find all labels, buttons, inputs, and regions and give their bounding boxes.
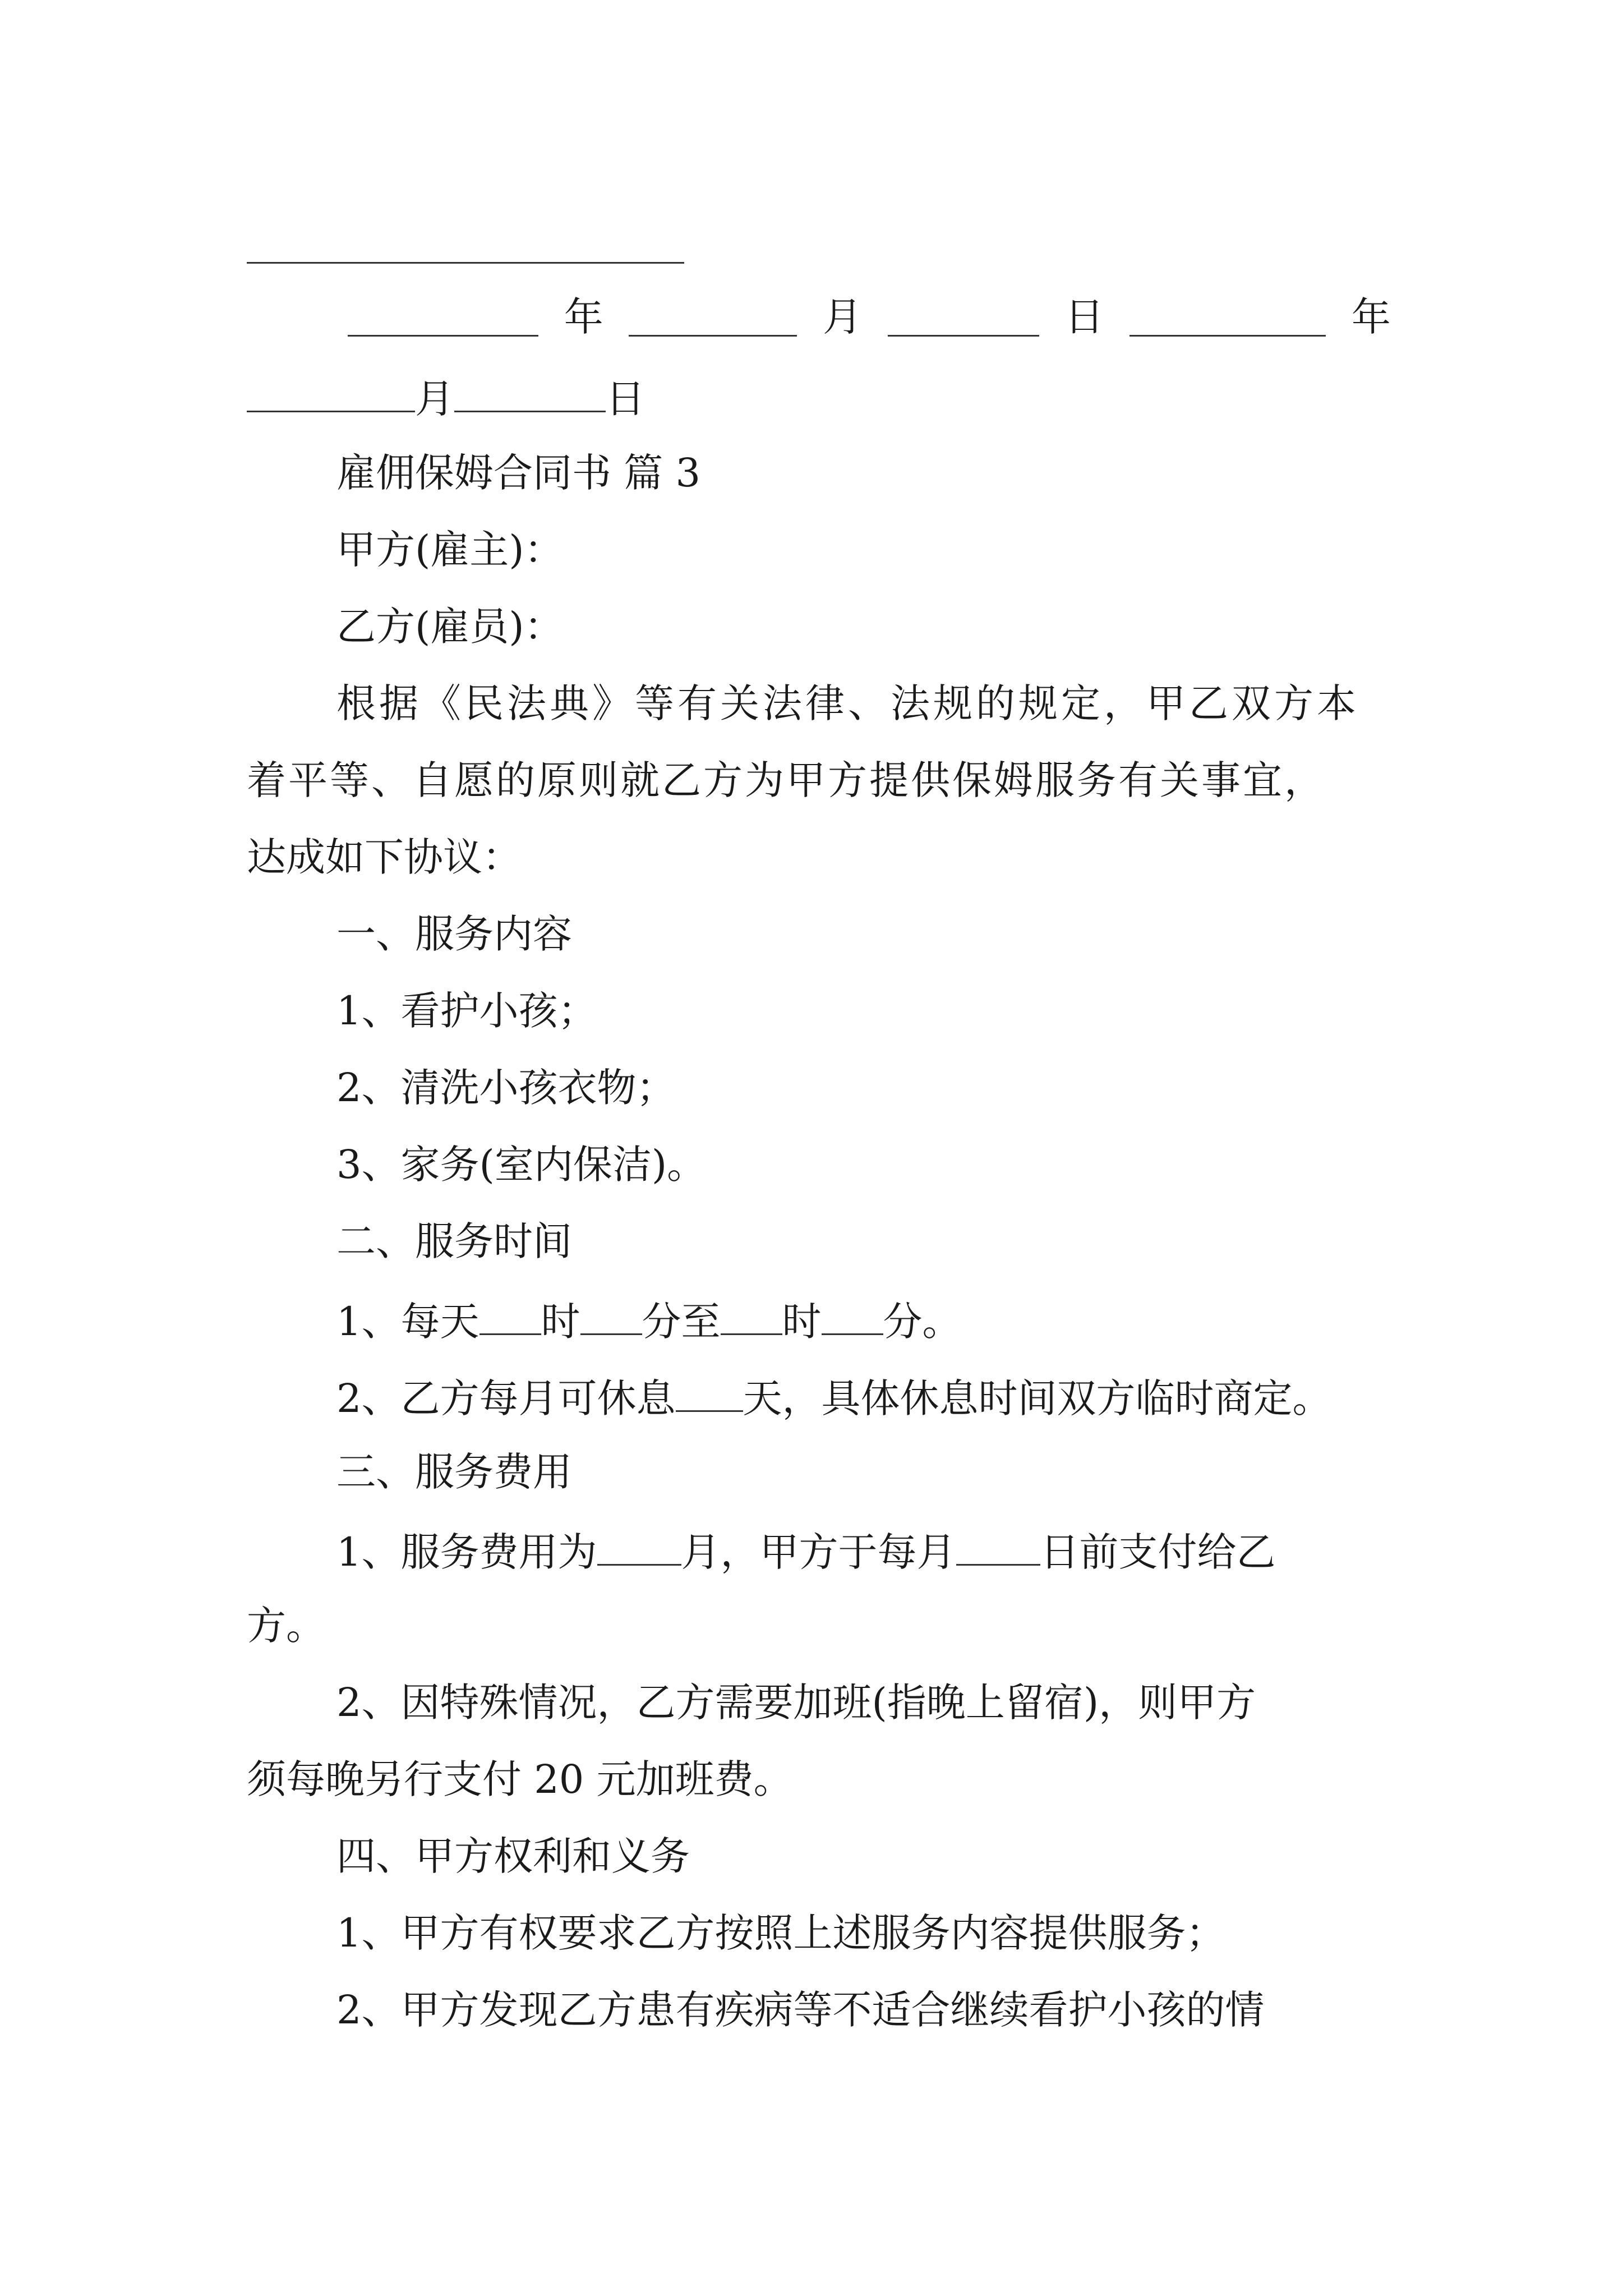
- day-blank-1: [888, 300, 1039, 337]
- year-label-2: 年: [1351, 294, 1391, 340]
- fee-blank: [597, 1529, 681, 1566]
- minute-blank-1: [580, 1299, 642, 1335]
- s3-item-1: [336, 1529, 1481, 1575]
- day-blank-2: [454, 376, 606, 412]
- s2-item-1-a: 1、每天: [336, 1299, 479, 1345]
- day-label-2: 日: [606, 376, 645, 422]
- s2-item-1-e: 分。: [883, 1299, 962, 1345]
- s1-item-3: 3、家务(室内保洁)。: [336, 1142, 707, 1188]
- pay-day-blank: [956, 1529, 1040, 1566]
- party-b: 乙方(雇员)：: [336, 604, 564, 650]
- s2-item-1: [336, 1299, 1481, 1345]
- s2-item-1-d: 时: [782, 1299, 822, 1345]
- s3-item-2-line-2: 须每晚另行支付 20 元加班费。: [247, 1756, 793, 1802]
- section-1-heading: 一、服务内容: [336, 911, 572, 957]
- intro-line-2: 着平等、自愿的原则就乙方为甲方提供保姆服务有关事宜，: [247, 757, 1326, 803]
- section-3-heading: 三、服务费用: [336, 1449, 572, 1495]
- hour-blank-2: [721, 1299, 782, 1335]
- s3-item-1-c: 日前支付给乙: [1040, 1529, 1276, 1575]
- month-label-1: 月: [823, 294, 863, 340]
- s2-item-1-c: 分至: [642, 1299, 721, 1345]
- date-line-2: [247, 376, 1391, 422]
- s3-item-1-cont: 方。: [247, 1603, 325, 1649]
- s1-item-1: 1、看护小孩；: [336, 988, 597, 1034]
- rest-days-blank: [676, 1375, 743, 1412]
- year-blank-2: [1129, 300, 1326, 337]
- s1-item-2: 2、清洗小孩衣物；: [336, 1065, 676, 1111]
- intro-line-1: 根据《民法典》等有关法律、法规的规定，甲乙双方本: [336, 680, 1359, 726]
- hour-blank-1: [479, 1299, 541, 1335]
- s4-item-1: 1、甲方有权要求乙方按照上述服务内容提供服务；: [336, 1910, 1225, 1956]
- date-line-1: [348, 294, 1391, 340]
- minute-blank-2: [822, 1299, 883, 1335]
- s3-item-1-a: 1、服务费用为: [336, 1529, 597, 1575]
- month-label-2: 月: [415, 376, 454, 422]
- party-a: 甲方(雇主)：: [336, 527, 564, 573]
- year-label-1: 年: [564, 294, 603, 340]
- s4-item-2: 2、甲方发现乙方患有疾病等不适合继续看护小孩的情: [336, 1987, 1265, 2033]
- month-blank-1: [629, 300, 797, 337]
- contract-title: 雇佣保姆合同书 篇 3: [336, 450, 701, 496]
- section-4-heading: 四、甲方权利和义务: [336, 1833, 690, 1879]
- s3-item-2-line-1: 2、因特殊情况，乙方需要加班(指晚上留宿)，则甲方: [336, 1680, 1256, 1726]
- intro-line-3: 达成如下协议：: [247, 834, 522, 880]
- s3-item-1-b: 月，甲方于每月: [681, 1529, 956, 1575]
- s2-item-2: [336, 1375, 1481, 1421]
- section-2-heading: 二、服务时间: [336, 1218, 572, 1264]
- signature-rule: [247, 262, 684, 264]
- s2-item-2-b: 天，具体休息时间双方临时商定。: [743, 1375, 1332, 1421]
- s2-item-1-b: 时: [541, 1299, 580, 1345]
- year-blank-1: [348, 300, 538, 337]
- s2-item-2-a: 2、乙方每月可休息: [336, 1375, 676, 1421]
- month-blank-2: [247, 376, 415, 412]
- day-label-1: 日: [1064, 294, 1104, 340]
